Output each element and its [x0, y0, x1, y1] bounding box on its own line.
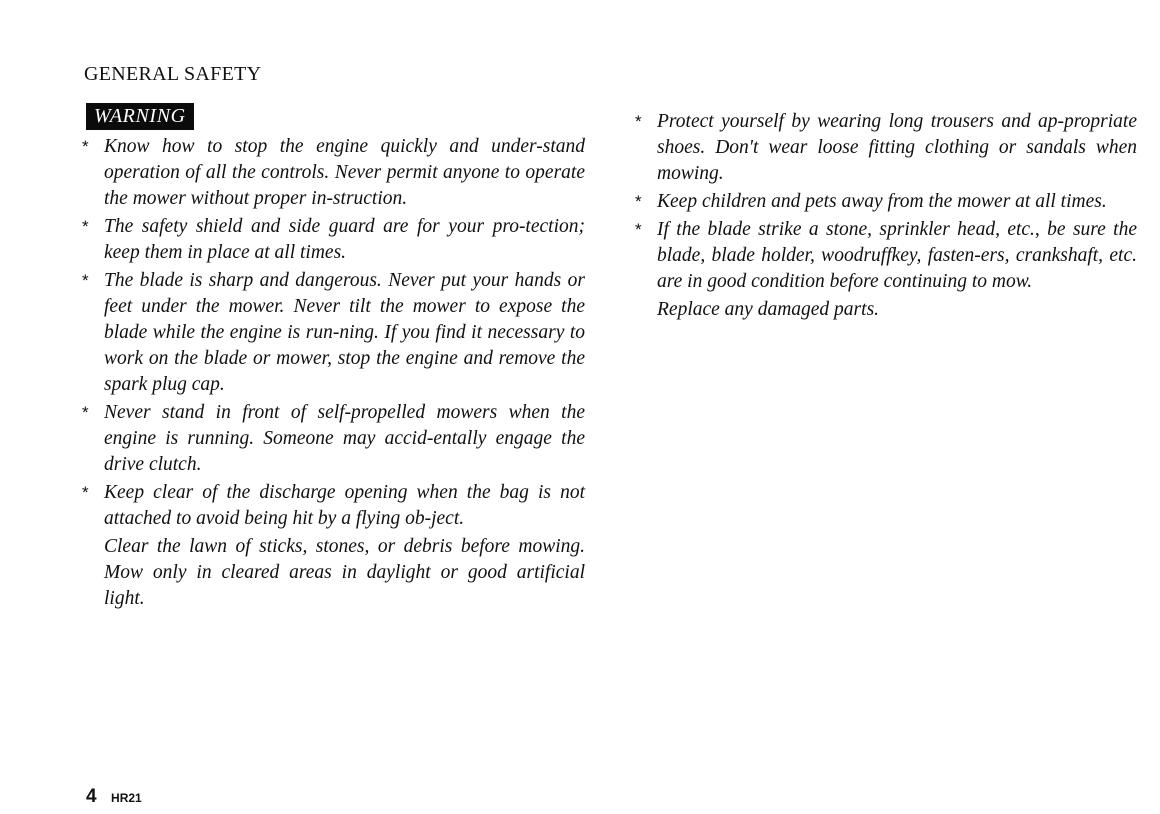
safety-item [633, 189, 1137, 215]
asterisk-bullet: * [82, 137, 89, 156]
safety-item-text: Keep clear of the discharge opening when the bag is not attached to avoid being hit by a flying ob-ject. [104, 482, 585, 529]
page-title: GENERAL SAFETY [84, 63, 262, 85]
safety-item-text: Never stand in front of self-propelled mowers when the engine is running. Someone may accid-entally engage the drive clutch. [104, 402, 585, 475]
safety-item [80, 134, 585, 212]
safety-item-text: Keep children and pets away from the mower at all times. [657, 191, 1107, 212]
left-column [80, 134, 585, 614]
asterisk-bullet: * [82, 217, 89, 236]
model-code: HR21 [111, 791, 142, 805]
safety-item [633, 109, 1137, 187]
asterisk-bullet: * [635, 112, 642, 131]
right-column [633, 109, 1137, 325]
safety-item-text: The blade is sharp and dangerous. Never put your hands or feet under the mower. Never tilt the mower to expose the blade while the engine is run-ning. If you find it necessary to work on the blade or mower, stop the engine and remove the spark plug cap. [104, 270, 585, 395]
safety-item-text: Protect yourself by wearing long trousers and ap-propriate shoes. Don't wear loose fitting clothing or sandals when mowing. [657, 111, 1137, 184]
asterisk-bullet: * [82, 271, 89, 290]
safety-item-text: The safety shield and side guard are for your pro-tection; keep them in place at all times. [104, 216, 585, 263]
safety-item [80, 480, 585, 532]
safety-item-text: If the blade strike a stone, sprinkler head, etc., be sure the blade, blade holder, woodruffkey, fasten-ers, crankshaft, etc. are in good condition before continuing to mow. [657, 219, 1137, 292]
asterisk-bullet: * [635, 220, 642, 239]
asterisk-bullet: * [82, 403, 89, 422]
page-number: 4 [86, 786, 97, 807]
safety-item [80, 268, 585, 398]
safety-item-text: Know how to stop the engine quickly and under-stand operation of all the controls. Never permit anyone to operate the mower without proper in-struction. [104, 136, 585, 209]
safety-item [633, 217, 1137, 295]
warning-badge: WARNING [86, 103, 194, 130]
asterisk-bullet: * [82, 483, 89, 502]
asterisk-bullet: * [635, 192, 642, 211]
safety-note: Clear the lawn of sticks, stones, or debris before mowing. Mow only in cleared areas in daylight or good artificial light. [104, 536, 585, 609]
safety-item [80, 214, 585, 266]
page-footer [86, 786, 142, 809]
safety-item [80, 400, 585, 478]
safety-note: Replace any damaged parts. [657, 299, 880, 320]
